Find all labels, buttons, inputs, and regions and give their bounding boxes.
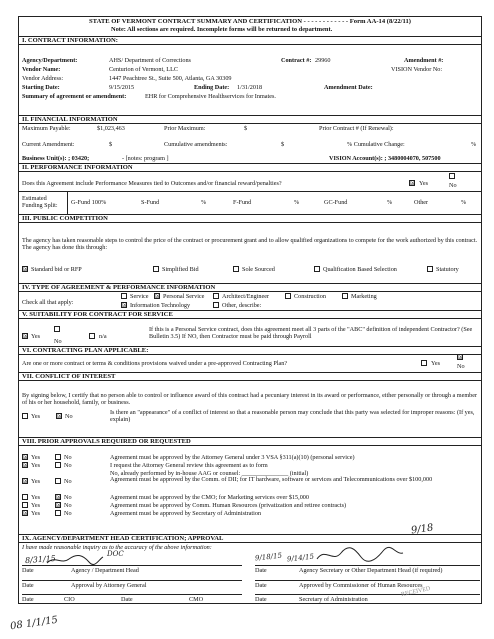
handwritten-corner-date: 9/18 (410, 522, 435, 537)
ffund-pct: % (294, 199, 300, 206)
approval-yes-label: Yes (31, 502, 41, 509)
approval-yes-checkbox[interactable] (22, 502, 28, 508)
conflict-appearance-question: Is there an "appearance" of a conflict of interest so that a reasonable person may conclude that this party was selected for improper reasons: (If yes, explain) (110, 409, 475, 424)
cio-date-label: Date (22, 596, 34, 603)
approval-yes-checkbox[interactable]: ☒ (23, 454, 29, 461)
suitability-no-checkbox[interactable] (54, 326, 60, 332)
contract-number-value: 29960 (315, 57, 331, 64)
other-fund-pct: % (461, 199, 467, 206)
personal-service-checkbox[interactable]: ☒ (155, 293, 161, 300)
approval-yes-checkbox[interactable]: ☒ (23, 510, 29, 517)
simplified-bid-label: Simplified Bid (162, 266, 199, 273)
performance-no-checkbox[interactable] (449, 173, 455, 179)
starting-date-label: Starting Date: (22, 84, 60, 91)
ending-date-value: 1/31/2018 (237, 84, 263, 91)
architect-label: Architect/Engineer (222, 293, 270, 300)
performance-yes-checkbox[interactable]: ☒ (410, 180, 416, 187)
agency-label: Agency/Department: (22, 57, 78, 64)
approval-text: Agreement must be approved by the Attorney General under 3 VSA §311(a)(10) (personal service) (110, 454, 355, 461)
sec-admin-date-label: Date (255, 596, 267, 603)
section-certification-header: IX. AGENCY/DEPARTMENT HEAD CERTIFICATION; APPROVAL (19, 534, 481, 543)
section-financial-information-header: II. FINANCIAL INFORMATION (19, 115, 481, 124)
construction-checkbox[interactable] (285, 293, 291, 299)
section-contract-information-header: I. CONTRACT INFORMATION: (19, 36, 481, 45)
amendment-date-label: Amendment Date: (324, 84, 373, 91)
contract-summary-form (18, 16, 482, 604)
section-prior-approvals-header: VIII. PRIOR APPROVALS REQUIRED OR REQUESTED (19, 437, 481, 446)
other-describe-checkbox[interactable] (213, 302, 219, 308)
handwritten-date-secretary: 9/18/15 (254, 551, 283, 563)
approval-yes-label: Yes (31, 462, 41, 469)
gcfund-pct: % (387, 199, 393, 206)
contract-number-label: Contract #: (281, 57, 312, 64)
ending-date-label: Ending Date: (194, 84, 230, 91)
performance-no-label: No (449, 182, 457, 189)
service-checkbox[interactable] (121, 293, 127, 299)
vendor-name-label: Vendor Name: (22, 66, 61, 73)
ffund-label: F-Fund (233, 199, 252, 206)
architect-checkbox[interactable] (213, 293, 219, 299)
approval-no-checkbox[interactable] (55, 510, 61, 516)
other-fund-label: Other (414, 199, 429, 206)
cumulative-amendments-value: $ (281, 141, 285, 148)
rule (67, 191, 68, 214)
agency-value: AHS/ Department of Corrections (109, 57, 191, 64)
approval-no-label: No (64, 478, 72, 485)
check-all-label: Check all that apply: (22, 299, 74, 306)
personal-service-label: Personal Service (163, 293, 205, 300)
rule (19, 191, 481, 192)
sole-sourced-checkbox[interactable] (233, 266, 239, 272)
conflict-yes-checkbox[interactable] (22, 413, 28, 419)
cumulative-change-value: % (471, 141, 477, 148)
approval-no-label: No (64, 494, 72, 501)
qualification-based-label: Qualification Based Selection (323, 266, 397, 273)
agency-secretary-label: Agency Secretary or Other Department Head (if required) (299, 567, 443, 574)
current-amendment-label: Current Amendment: (22, 141, 75, 148)
approval-yes-checkbox[interactable]: ☒ (23, 462, 29, 469)
contracting-plan-no-checkbox[interactable]: ☒ (458, 354, 464, 361)
section-conflict-of-interest-header: VII. CONFLICT OF INTEREST (19, 372, 481, 381)
approval-no-checkbox[interactable]: ☒ (56, 494, 62, 501)
comm-hr-label: Approved by Commissioner of Human Resources (299, 582, 423, 589)
agency-head-date-label: Date (22, 567, 34, 574)
approval-text: No, already performed by in-house AAG or counsel: _______________ (initial) (110, 470, 309, 477)
approval-text: Agreement must be approved by the Comm. of DII; for IT hardware, software or services and Telecommunications over $100,000 (110, 476, 433, 483)
approval-yes-label: Yes (31, 478, 41, 485)
rule (22, 580, 242, 581)
approval-no-checkbox[interactable] (55, 478, 61, 484)
approval-no-label: No (64, 462, 72, 469)
rule (255, 565, 480, 566)
prior-contract-label: Prior Contract # (If Renewal): (319, 125, 394, 132)
starting-date-value: 9/15/2015 (109, 84, 135, 91)
sfund-label: S-Fund (141, 199, 160, 206)
contracting-plan-question: Are one or more contract or terms & conditions provisions waived under a pre-approved Contracting Plan? (22, 360, 288, 367)
section-type-of-agreement-header: IV. TYPE OF AGREEMENT & PERFORMANCE INFORMATION (19, 283, 481, 292)
agency-head-label: Agency / Department Head (71, 567, 139, 574)
form-title: STATE OF VERMONT CONTRACT SUMMARY AND CERTIFICATION - - - - - - - - - - - - Form AA-14 (8/22/11) (89, 18, 411, 25)
rule (255, 580, 480, 581)
summary-label: Summary of agreement or amendment: (22, 93, 127, 100)
agency-secretary-date-label: Date (255, 567, 267, 574)
information-technology-label: Information Technology (130, 302, 191, 309)
funding-split-label: Estimated Funding Split: (22, 195, 58, 210)
contracting-plan-yes-checkbox[interactable] (421, 360, 427, 366)
maximum-payable-value: $1,023,463 (97, 125, 125, 132)
statutory-checkbox[interactable] (427, 266, 433, 272)
statutory-label: Statutory (436, 266, 459, 273)
conflict-no-label: No (65, 413, 73, 420)
notes-program: - [notes: program ] (122, 155, 169, 162)
approval-yes-label: Yes (31, 494, 41, 501)
rule (255, 594, 480, 595)
performance-yes-label: Yes (419, 180, 429, 187)
public-competition-text: The agency has taken reasonable steps to control the price of the contract or procurement grant and to allow qualified organizations to compete for the work authorized by this contract. The agency has done this through: (22, 237, 478, 252)
construction-label: Construction (294, 293, 326, 300)
attorney-general-label: Approval by Attorney General (71, 582, 147, 589)
prior-maximum-value: $ (244, 125, 248, 132)
signature-secretary (315, 545, 405, 565)
marketing-label: Marketing (351, 293, 377, 300)
handwritten-date-agency-head: 8/31/15 (24, 553, 57, 566)
certification-statement: I have made reasonable inquiry as to the accuracy of the above information: (22, 544, 212, 551)
service-label: Service (130, 293, 149, 300)
approval-yes-label: Yes (31, 510, 41, 517)
approval-yes-checkbox[interactable] (22, 494, 28, 500)
conflict-yes-label: Yes (31, 413, 41, 420)
handwritten-initials: DOC (107, 550, 124, 558)
suitability-text: If this is a Personal Service contract, does this agreement meet all 3 parts of the "ABC" definition of independent Contractor? (See Bulletin 3.5) If NO, then Contractor must be paid through Payroll (149, 326, 473, 341)
comm-hr-date-label: Date (255, 582, 267, 589)
vision-vendor-label: VISION Vendor No: (391, 66, 443, 73)
approval-yes-checkbox[interactable]: ☒ (23, 478, 29, 485)
approval-no-checkbox[interactable] (55, 454, 61, 460)
section-performance-information-header: II. PERFORMANCE INFORMATION (19, 163, 481, 172)
form-note: Note: All sections are required. Incomplete forms will be returned to department. (111, 26, 333, 33)
vendor-name-value: Centurion of Vermont, LLC (109, 66, 178, 73)
summary-value: EHR for Comprehensive Healthservices for Inmates. (145, 93, 276, 100)
approval-no-label: No (64, 502, 72, 509)
approval-text: Agreement must be approved by Secretary of Administration (110, 510, 262, 517)
conflict-certification-text: By signing below, I certify that no person able to control or influence award of this contract had a pecuniary interest in its award or performance, either personally or through a member of his or her household, family, or business. (22, 392, 478, 407)
handwritten-date-secretary-2: 9/14/15 (286, 552, 315, 564)
contracting-plan-yes-label: Yes (431, 360, 441, 367)
standard-bid-checkbox[interactable]: ☒ (23, 266, 29, 273)
gcfund-label: GC-Fund (324, 199, 348, 206)
sole-sourced-label: Sole Sourced (242, 266, 275, 273)
section-public-competition-header: III. PUBLIC COMPETITION (19, 214, 481, 223)
approval-no-label: No (64, 454, 72, 461)
cumulative-amendments-label: Cumulative amendments: (164, 141, 228, 148)
simplified-bid-checkbox[interactable] (153, 266, 159, 272)
business-unit-label: Business Unit(s): ; 03420; (22, 155, 90, 162)
suitability-yes-label: Yes (31, 333, 41, 340)
approval-no-label: No (64, 510, 72, 517)
current-amendment-value: $ (109, 141, 113, 148)
approval-yes-label: Yes (31, 454, 41, 461)
section-suitability-header: V. SUITABILITY FOR CONTRACT FOR SERVICE (19, 310, 481, 319)
gfund-value: G-Fund 100% (71, 199, 107, 206)
sfund-pct: % (201, 199, 207, 206)
suitability-no-label: No (54, 338, 62, 345)
sec-admin-label: Secretary of Administration (299, 596, 368, 603)
standard-bid-label: Standard bid or RFP (31, 266, 82, 273)
amendment-number-label: Amendment #: (404, 57, 444, 64)
approval-text: Agreement must be approved by Comm. Human Resources (privatization and retiree contracts) (110, 502, 347, 509)
vendor-address-value: 1447 Peachtree St., Suite 500, Atlanta, GA 30309 (109, 75, 232, 82)
other-describe-label: Other, describe: (222, 302, 262, 309)
cmo-date-label: Date (121, 596, 133, 603)
cmo-label: CMO (189, 596, 204, 603)
vendor-address-label: Vendor Address: (22, 75, 64, 82)
section-contracting-plan-header: VI. CONTRACTING PLAN APPLICABLE: (19, 346, 481, 355)
suitability-yes-checkbox[interactable]: ☒ (23, 333, 29, 340)
qualification-based-checkbox[interactable] (314, 266, 320, 272)
performance-question: Does this Agreement include Performance Measures tied to Outcomes and/or financial reward/penalties? (22, 180, 282, 187)
suitability-na-label: n/a (99, 333, 107, 340)
cumulative-change-label: % Cumulative Change: (347, 141, 405, 148)
attorney-general-date-label: Date (22, 582, 34, 589)
marketing-checkbox[interactable] (342, 293, 348, 299)
contracting-plan-no-label: No (457, 363, 465, 370)
suitability-na-checkbox[interactable] (89, 333, 95, 339)
information-technology-checkbox[interactable]: ☒ (122, 302, 128, 309)
approval-text: I request the Attorney General review this agreement as to form (110, 462, 268, 469)
maximum-payable-label: Maximum Payable: (22, 125, 71, 132)
approval-no-checkbox[interactable]: ☒ (56, 502, 62, 509)
approval-text: Agreement must be approved by the CMO; for Marketing services over $15,000 (110, 494, 309, 501)
signature-agency-head (45, 553, 105, 567)
prior-maximum-label: Prior Maximum: (164, 125, 206, 132)
received-stamp: RECEIVED (400, 585, 431, 599)
vision-accounts: VISION Account(s): ; 3480004070, 507500 (329, 155, 441, 162)
approval-no-checkbox[interactable] (55, 462, 61, 468)
cio-label: CIO (64, 596, 75, 603)
conflict-no-checkbox[interactable]: ☒ (57, 413, 63, 420)
handwritten-bottom-note: 08 1/1/15 (9, 614, 59, 633)
rule (22, 594, 242, 595)
